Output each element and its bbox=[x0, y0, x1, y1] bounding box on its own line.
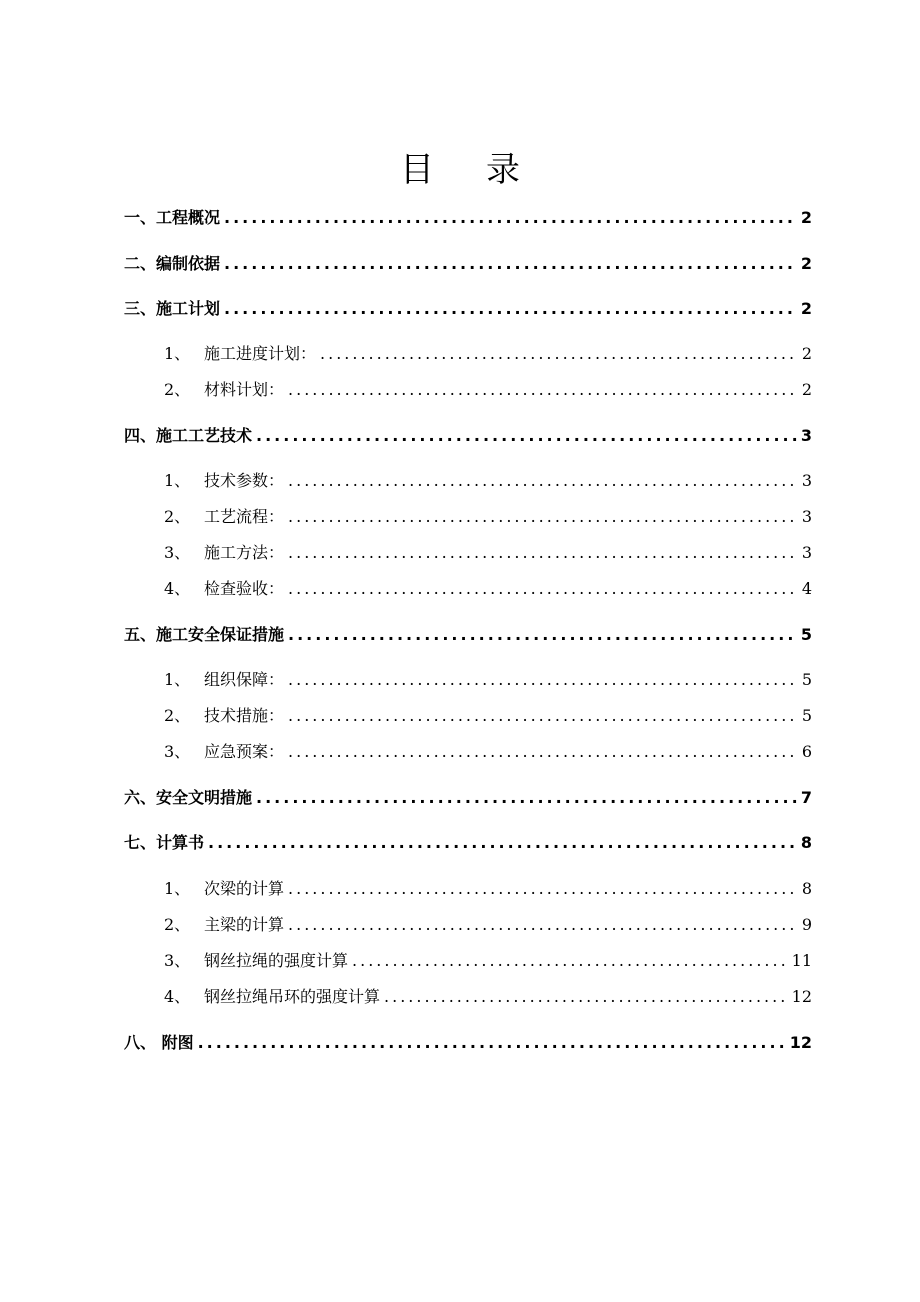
toc-entry-page: 2 bbox=[801, 344, 812, 363]
toc-entry-page: 2 bbox=[800, 254, 812, 273]
toc-entry-label: 四、施工工艺技术 bbox=[124, 426, 253, 445]
toc-entry-page: 5 bbox=[801, 670, 812, 689]
toc-entry-page: 11 bbox=[791, 951, 812, 970]
toc-entry-page: 3 bbox=[801, 543, 812, 562]
toc-title bbox=[0, 142, 920, 191]
toc-entry-label: 检查验收： bbox=[204, 579, 285, 598]
toc-leader-dots bbox=[288, 879, 798, 898]
toc-entry-number: 3、 bbox=[164, 951, 191, 970]
toc-entry-page: 5 bbox=[801, 706, 812, 725]
toc-leader-dots bbox=[288, 670, 798, 689]
toc-entry[interactable] bbox=[124, 785, 812, 808]
toc-entry-number: 2、 bbox=[164, 915, 191, 934]
toc-entry-page: 5 bbox=[800, 625, 812, 644]
toc-entry-number: 2、 bbox=[164, 706, 191, 725]
toc-entry-label: 三、施工计划 bbox=[124, 299, 221, 318]
toc-leader-dots bbox=[288, 579, 798, 598]
toc-entry-page: 8 bbox=[800, 833, 812, 852]
toc-entry[interactable] bbox=[164, 703, 812, 726]
toc-entry-page: 8 bbox=[801, 879, 812, 898]
toc-leader-dots bbox=[208, 833, 797, 852]
toc-entry-label: 主梁的计算 bbox=[204, 915, 285, 934]
toc-leader-dots bbox=[224, 299, 797, 318]
toc-entry-label: 八、 附图 bbox=[124, 1033, 194, 1052]
toc-entry[interactable] bbox=[164, 341, 812, 364]
toc-entry-page: 9 bbox=[801, 915, 812, 934]
toc-leader-dots bbox=[288, 742, 798, 761]
toc-entry-page: 2 bbox=[800, 208, 812, 227]
toc-leader-dots bbox=[288, 625, 797, 644]
toc-entry[interactable] bbox=[124, 830, 812, 853]
toc-entry-label: 工艺流程： bbox=[204, 507, 285, 526]
toc-entry[interactable] bbox=[124, 1030, 812, 1053]
toc-entry-number: 2、 bbox=[164, 380, 191, 399]
toc-entry-number: 3、 bbox=[164, 742, 191, 761]
toc-entry-page: 7 bbox=[800, 788, 812, 807]
toc-entry-label: 五、施工安全保证措施 bbox=[124, 625, 285, 644]
toc-entry-page: 4 bbox=[801, 579, 812, 598]
toc-entry-label: 钢丝拉绳的强度计算 bbox=[204, 951, 349, 970]
toc-entry[interactable] bbox=[124, 622, 812, 645]
toc-leader-dots bbox=[352, 951, 788, 970]
toc-entry[interactable] bbox=[164, 468, 812, 491]
toc-entry[interactable] bbox=[164, 876, 812, 899]
toc-leader-dots bbox=[288, 380, 798, 399]
toc-title-left: 目 bbox=[400, 150, 434, 190]
toc-entry-label: 技术措施： bbox=[204, 706, 285, 725]
toc-entry[interactable] bbox=[164, 504, 812, 527]
toc-entry-number: 3、 bbox=[164, 543, 191, 562]
toc-entry-label: 六、安全文明措施 bbox=[124, 788, 253, 807]
toc-leader-dots bbox=[256, 788, 797, 807]
toc-entry-page: 3 bbox=[800, 426, 812, 445]
toc-leader-dots bbox=[288, 507, 798, 526]
toc-leader-dots bbox=[288, 471, 798, 490]
toc-entry[interactable] bbox=[164, 948, 812, 971]
toc-entry-page: 6 bbox=[801, 742, 812, 761]
toc-entry-page: 3 bbox=[801, 507, 812, 526]
toc-entry-label: 应急预案： bbox=[204, 742, 285, 761]
toc-entry-label: 技术参数： bbox=[204, 471, 285, 490]
toc-leader-dots bbox=[320, 344, 798, 363]
toc-entry-number: 1、 bbox=[164, 471, 191, 490]
toc-entry-page: 2 bbox=[800, 299, 812, 318]
toc-entry[interactable] bbox=[124, 423, 812, 446]
toc-leader-dots bbox=[224, 208, 797, 227]
toc-leader-dots bbox=[224, 254, 797, 273]
toc-entry-number: 4、 bbox=[164, 987, 191, 1006]
toc-leader-dots bbox=[288, 915, 798, 934]
toc-entry-label: 组织保障： bbox=[204, 670, 285, 689]
toc-entry-label: 材料计划： bbox=[204, 380, 285, 399]
toc-entry-page: 12 bbox=[789, 1033, 812, 1052]
toc-leader-dots bbox=[384, 987, 788, 1006]
toc-entry[interactable] bbox=[124, 205, 812, 228]
toc-entry[interactable] bbox=[164, 576, 812, 599]
toc-entry-page: 2 bbox=[801, 380, 812, 399]
toc-entry[interactable] bbox=[124, 251, 812, 274]
toc-title-right: 录 bbox=[486, 150, 520, 190]
toc-entry[interactable] bbox=[124, 296, 812, 319]
toc-entry-page: 12 bbox=[791, 987, 812, 1006]
toc-entry[interactable] bbox=[164, 984, 812, 1007]
toc-leader-dots bbox=[288, 543, 798, 562]
toc-entry-number: 4、 bbox=[164, 579, 191, 598]
toc-entry[interactable] bbox=[164, 739, 812, 762]
toc-entry[interactable] bbox=[164, 667, 812, 690]
toc-entry-label: 钢丝拉绳吊环的强度计算 bbox=[204, 987, 381, 1006]
toc-entry-label: 施工方法： bbox=[204, 543, 285, 562]
toc-entry-number: 1、 bbox=[164, 344, 191, 363]
toc-leader-dots bbox=[198, 1033, 786, 1052]
toc-entry-label: 施工进度计划： bbox=[204, 344, 317, 363]
toc-entry-number: 2、 bbox=[164, 507, 191, 526]
toc-entry[interactable] bbox=[164, 377, 812, 400]
toc-leader-dots bbox=[256, 426, 797, 445]
toc-entry-number: 1、 bbox=[164, 879, 191, 898]
toc-entry[interactable] bbox=[164, 912, 812, 935]
toc-leader-dots bbox=[288, 706, 798, 725]
toc-entry-label: 次梁的计算 bbox=[204, 879, 285, 898]
toc-entry-number: 1、 bbox=[164, 670, 191, 689]
toc-entry-label: 一、工程概况 bbox=[124, 208, 221, 227]
toc-entry[interactable] bbox=[164, 540, 812, 563]
toc-entry-label: 七、计算书 bbox=[124, 833, 205, 852]
toc-entry-label: 二、编制依据 bbox=[124, 254, 221, 273]
toc-entry-page: 3 bbox=[801, 471, 812, 490]
